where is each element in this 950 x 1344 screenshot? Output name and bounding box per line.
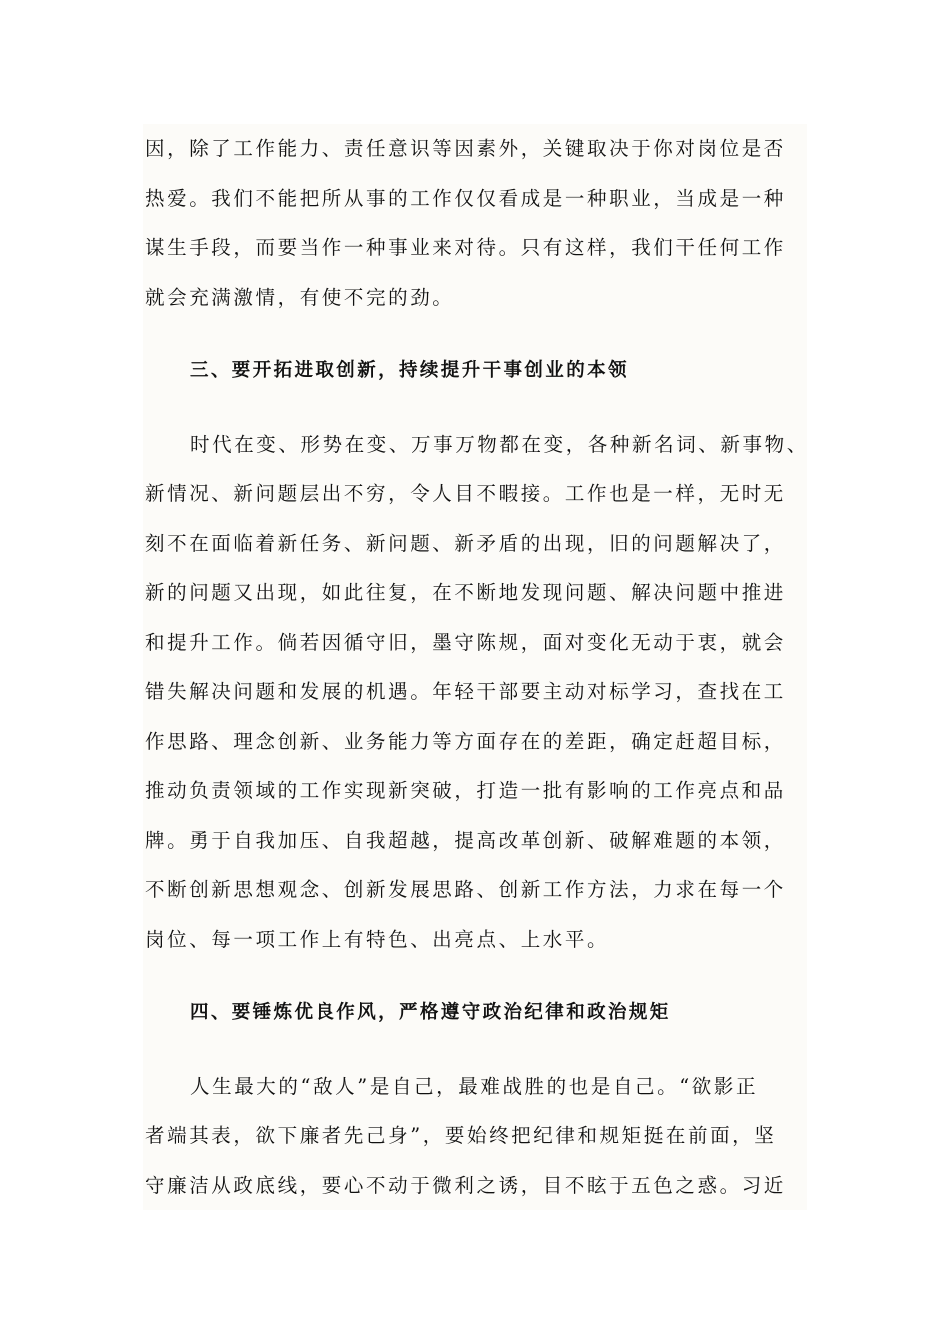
text-line: 谋生手段，而要当作一种事业来对待。只有这样，我们干任何工作: [145, 236, 786, 259]
text-line: 和提升工作。倘若因循守旧，墨守陈规，面对变化无动于衷，就会: [145, 630, 786, 654]
text-line: 人生最大的“敌人”是自己，最难战胜的也是自己。“欲影正: [190, 1074, 759, 1098]
text-line: 牌。勇于自我加压、自我超越，提高改革创新、破解难题的本领，: [145, 828, 786, 852]
text-line: 不断创新思想观念、创新发展思路、创新工作方法，力求在每一个: [145, 878, 786, 901]
section-heading-3: 三、要开拓进取创新，持续提升干事创业的本领: [190, 360, 629, 381]
text-line: 新情况、新问题层出不穷，令人目不暇接。工作也是一样，无时无: [145, 482, 786, 505]
text-line: 时代在变、形势在变、万事万物都在变，各种新名词、新事物、: [190, 432, 809, 456]
spacer: [145, 396, 807, 420]
paragraph-section-4: [145, 1062, 807, 1211]
text-line: 者端其表，欲下廉者先己身”，要始终把纪律和规矩挺在前面，坚: [145, 1124, 777, 1147]
paragraph-section-3: [145, 420, 807, 965]
text-line: 因，除了工作能力、责任意识等因素外，关键取决于你对岗位是否: [145, 137, 786, 160]
spacer: [145, 322, 807, 346]
text-line: 岗位、每一项工作上有特色、出亮点、上水平。: [145, 927, 610, 951]
spacer: [145, 1038, 807, 1062]
text-line: 错失解决问题和发展的机遇。年轻干部要主动对标学习，查找在工: [145, 680, 786, 703]
text-line: 作思路、理念创新、业务能力等方面存在的差距，确定赶超目标，: [145, 729, 786, 753]
text-line: 新的问题又出现，如此往复，在不断地发现问题、解决问题中推进: [145, 581, 786, 604]
text-line: 推动负责领域的工作实现新突破，打造一批有影响的工作亮点和品: [145, 779, 786, 802]
text-line: 守廉洁从政底线，要心不动于微利之诱，目不眩于五色之惑。习近: [145, 1173, 786, 1197]
section-heading-4: 四、要锤炼优良作风，严格遵守政治纪律和政治规矩: [190, 1002, 671, 1023]
spacer: [145, 964, 807, 988]
paragraph-continued: [145, 124, 807, 322]
text-line: 热爱。我们不能把所从事的工作仅仅看成是一种职业，当成是一种: [145, 186, 786, 210]
text-line: 刻不在面临着新任务、新问题、新矛盾的出现，旧的问题解决了，: [145, 531, 786, 555]
document-body: [145, 124, 807, 1210]
text-line: 就会充满激情，有使不完的劲。: [145, 285, 455, 309]
